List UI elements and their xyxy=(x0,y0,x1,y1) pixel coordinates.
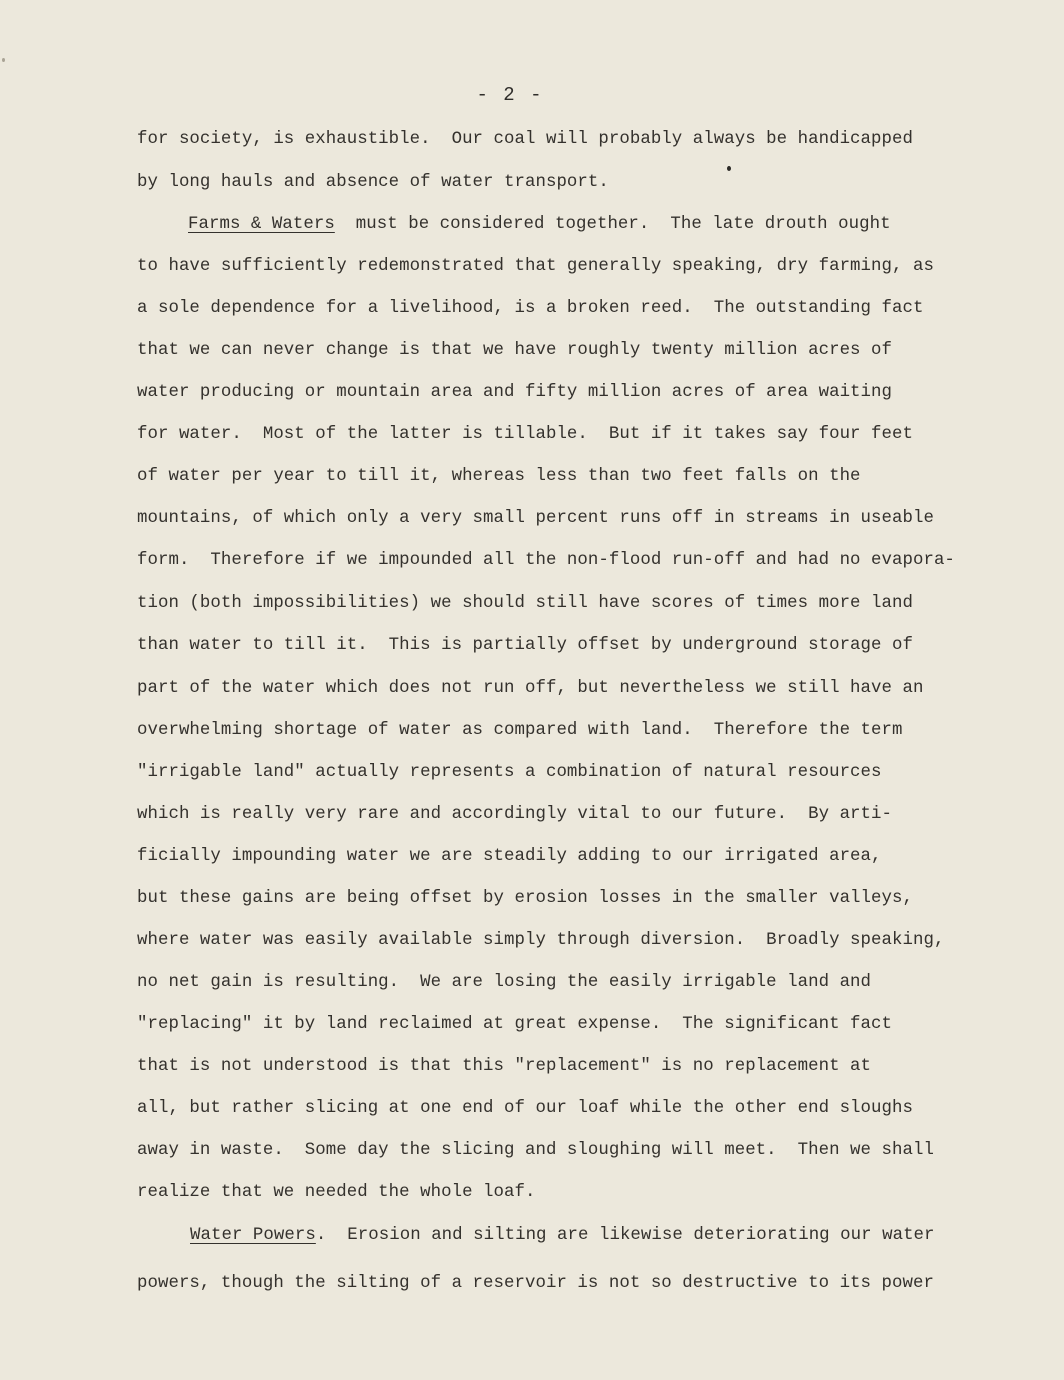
text-line: that we can never change is that we have roughly twenty million acres of xyxy=(137,341,892,360)
text-line: tion (both impossibilities) we should still have scores of times more land xyxy=(137,594,913,613)
text-line: part of the water which does not run off, but nevertheless we still have an xyxy=(137,679,924,698)
text-line: mountains, of which only a very small percent runs off in streams in useable xyxy=(137,509,934,528)
ink-dot xyxy=(727,166,731,171)
text-line: that is not understood is that this "replacement" is no replacement at xyxy=(137,1057,872,1076)
text-line: for society, is exhaustible. Our coal will probably always be handicapped xyxy=(137,130,913,149)
text-line: realize that we needed the whole loaf. xyxy=(137,1183,536,1202)
text-line: of water per year to till it, whereas less than two feet falls on the xyxy=(137,467,861,486)
text-line: but these gains are being offset by erosion losses in the smaller valleys, xyxy=(137,889,913,908)
section-heading-water-powers: Water Powers xyxy=(190,1226,316,1245)
text-line: "irrigable land" actually represents a combination of natural resources xyxy=(137,763,882,782)
text-line: for water. Most of the latter is tillable. But if it takes say four feet xyxy=(137,425,913,444)
text-line: than water to till it. This is partially offset by underground storage of xyxy=(137,636,913,655)
paragraph-first-line xyxy=(188,213,891,237)
text-line: which is really very rare and accordingly vital to our future. By arti- xyxy=(137,805,892,824)
section-heading-farms-waters: Farms & Waters xyxy=(188,215,335,234)
text-line: a sole dependence for a livelihood, is a broken reed. The outstanding fact xyxy=(137,299,924,318)
page-number: - 2 - xyxy=(476,84,544,106)
text-line: to have sufficiently redemonstrated that generally speaking, dry farming, as xyxy=(137,257,934,276)
text-line: away in waste. Some day the slicing and sloughing will meet. Then we shall xyxy=(137,1141,934,1160)
text-line: form. Therefore if we impounded all the non-flood run-off and had no evapora- xyxy=(137,551,955,570)
text-line: no net gain is resulting. We are losing the easily irrigable land and xyxy=(137,973,872,992)
text-line: by long hauls and absence of water transport. xyxy=(137,173,609,192)
text-run: must be considered together. The late drouth ought xyxy=(334,215,891,234)
text-line: overwhelming shortage of water as compared with land. Therefore the term xyxy=(137,721,903,740)
text-line: water producing or mountain area and fifty million acres of area waiting xyxy=(137,383,892,402)
text-line: ficially impounding water we are steadily adding to our irrigated area, xyxy=(137,847,882,866)
text-line: powers, though the silting of a reservoir is not so destructive to its power xyxy=(137,1274,934,1293)
paper-speck xyxy=(2,58,5,62)
text-line: "replacing" it by land reclaimed at great expense. The significant fact xyxy=(137,1015,892,1034)
text-run: . Erosion and silting are likewise deteriorating our water xyxy=(315,1226,935,1245)
text-line: all, but rather slicing at one end of our loaf while the other end sloughs xyxy=(137,1099,913,1118)
paragraph-first-line xyxy=(190,1224,935,1248)
text-line: where water was easily available simply through diversion. Broadly speaking, xyxy=(137,931,945,950)
